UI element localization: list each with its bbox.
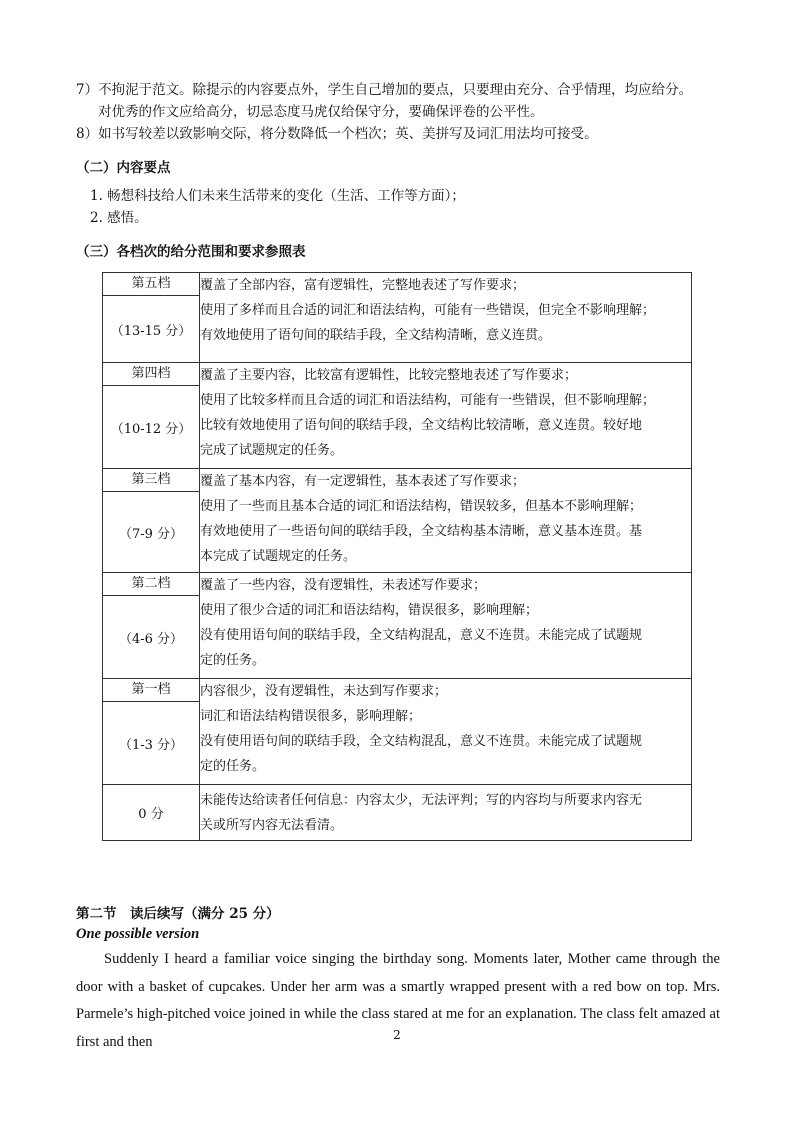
level-description-line: 使用了多样而且合适的词汇和语法结构，可能有一些错误，但完全不影响理解； (200, 303, 656, 318)
rule-item-7-line-2: 对优秀的作文应给高分，切忌态度马虎仅给保守分，要确保评卷的公平性。 (98, 104, 544, 120)
level-score-range: （1-3 分） (118, 737, 184, 753)
level-score-range: （7-9 分） (118, 526, 184, 542)
section-2-subheading: One possible version (76, 926, 200, 942)
page-number: 2 (393, 1028, 401, 1042)
level-description-line: 完成了试题规定的任务。 (200, 443, 344, 458)
grading-level-row (103, 273, 692, 363)
level-description-line: 词汇和语法结构错误很多，影响理解； (200, 709, 422, 724)
level-description-line: 没有使用语句间的联结手段，全文结构混乱，意义不连贯。未能完成了试题规 (200, 628, 643, 643)
level-description-line: 使用了很少合适的词汇和语法结构，错误很多，影响理解； (200, 603, 539, 618)
level-description-line: 本完成了试题规定的任务。 (200, 549, 357, 564)
rule-item-8: 8）如书写较差以致影响交际，将分数降低一个档次；英、美拼写及词汇用法均可接受。 (76, 126, 598, 142)
level-description-line: 覆盖了主要内容，比较富有逻辑性，比较完整地表述了写作要求； (200, 368, 578, 383)
content-point-1: 1. 畅想科技给人们未来生活带来的变化（生活、工作等方面）； (90, 188, 465, 204)
level-cell (103, 469, 200, 573)
level-description-line: 比较有效地使用了语句间的联结手段，全文结构比较清晰，意义连贯。较好地 (200, 418, 643, 433)
grading-level-row (103, 785, 692, 841)
level-description-line: 没有使用语句间的联结手段，全文结构混乱，意义不连贯。未能完成了试题规 (200, 734, 643, 749)
level-description-line: 使用了一些而且基本合适的词汇和语法结构，错误较多，但基本不影响理解； (200, 499, 643, 514)
level-description-cell (200, 273, 692, 363)
rule-item-7-line-1: 7）不拘泥于范文。除提示的内容要点外，学生自己增加的要点，只要理由充分、合乎情理，均应给分。 (76, 82, 693, 98)
level-description-line: 定的任务。 (200, 653, 266, 668)
level-description-line: 关或所写内容无法看清。 (200, 817, 344, 833)
level-description-line: 定的任务。 (200, 759, 266, 774)
level-score-range: （10-12 分） (110, 421, 192, 437)
level-cell (103, 363, 200, 469)
level-description-cell (200, 469, 692, 573)
level-name: 0 分 (138, 807, 164, 822)
level-description-line: 覆盖了基本内容，有一定逻辑性，基本表述了写作要求； (200, 474, 526, 489)
grading-level-row (103, 679, 692, 785)
level-description-line: 覆盖了一些内容，没有逻辑性，未表述写作要求； (200, 578, 487, 593)
sample-essay-paragraph: Suddenly I heard a familiar voice singing the birthday song. Moments later, Mother came through the door with a basket of cupcakes. Under her arm was a smartly wrapped present with a red bow on top. Mrs. Parmele’s high-pitched voice joined in while the class stared at me for an explanation. The class felt amazed at first and then (76, 951, 720, 1050)
level-description-line: 有效地使用了一些语句间的联结手段，全文结构基本清晰，意义基本连贯。基 (200, 524, 643, 539)
grading-table (102, 272, 692, 841)
grading-table-heading: （三）各档次的给分范围和要求参照表 (76, 244, 306, 260)
level-score-range: （4-6 分） (118, 631, 184, 647)
level-description-line: 使用了比较多样而且合适的词汇和语法结构，可能有一些错误，但不影响理解； (200, 393, 656, 408)
level-description-cell (200, 573, 692, 679)
level-cell (103, 573, 200, 679)
grading-level-row (103, 573, 692, 679)
level-name: 第二档 (103, 573, 199, 596)
level-description-line: 覆盖了全部内容，富有逻辑性，完整地表述了写作要求； (200, 278, 526, 293)
level-score-range: （13-15 分） (110, 323, 192, 339)
level-description-cell (200, 679, 692, 785)
level-description-line: 未能传达给读者任何信息：内容太少，无法评判；写的内容均与所要求内容无 (200, 792, 643, 808)
content-point-2: 2. 感悟。 (90, 210, 148, 226)
section-2-heading: 第二节 读后续写（满分 25 分） (76, 906, 280, 922)
level-name: 第三档 (103, 469, 199, 492)
level-name: 第四档 (103, 363, 199, 386)
level-cell (103, 785, 200, 841)
content-points-heading: （二）内容要点 (76, 160, 171, 176)
level-name: 第一档 (103, 679, 199, 702)
level-cell (103, 273, 200, 363)
level-description-line: 内容很少，没有逻辑性，未达到写作要求； (200, 684, 448, 699)
level-cell (103, 679, 200, 785)
level-description-line: 有效地使用了语句间的联结手段，全文结构清晰，意义连贯。 (200, 328, 552, 343)
grading-level-row (103, 363, 692, 469)
level-description-cell (200, 785, 692, 841)
level-description-cell (200, 363, 692, 469)
level-name: 第五档 (103, 273, 199, 296)
grading-level-row (103, 469, 692, 573)
